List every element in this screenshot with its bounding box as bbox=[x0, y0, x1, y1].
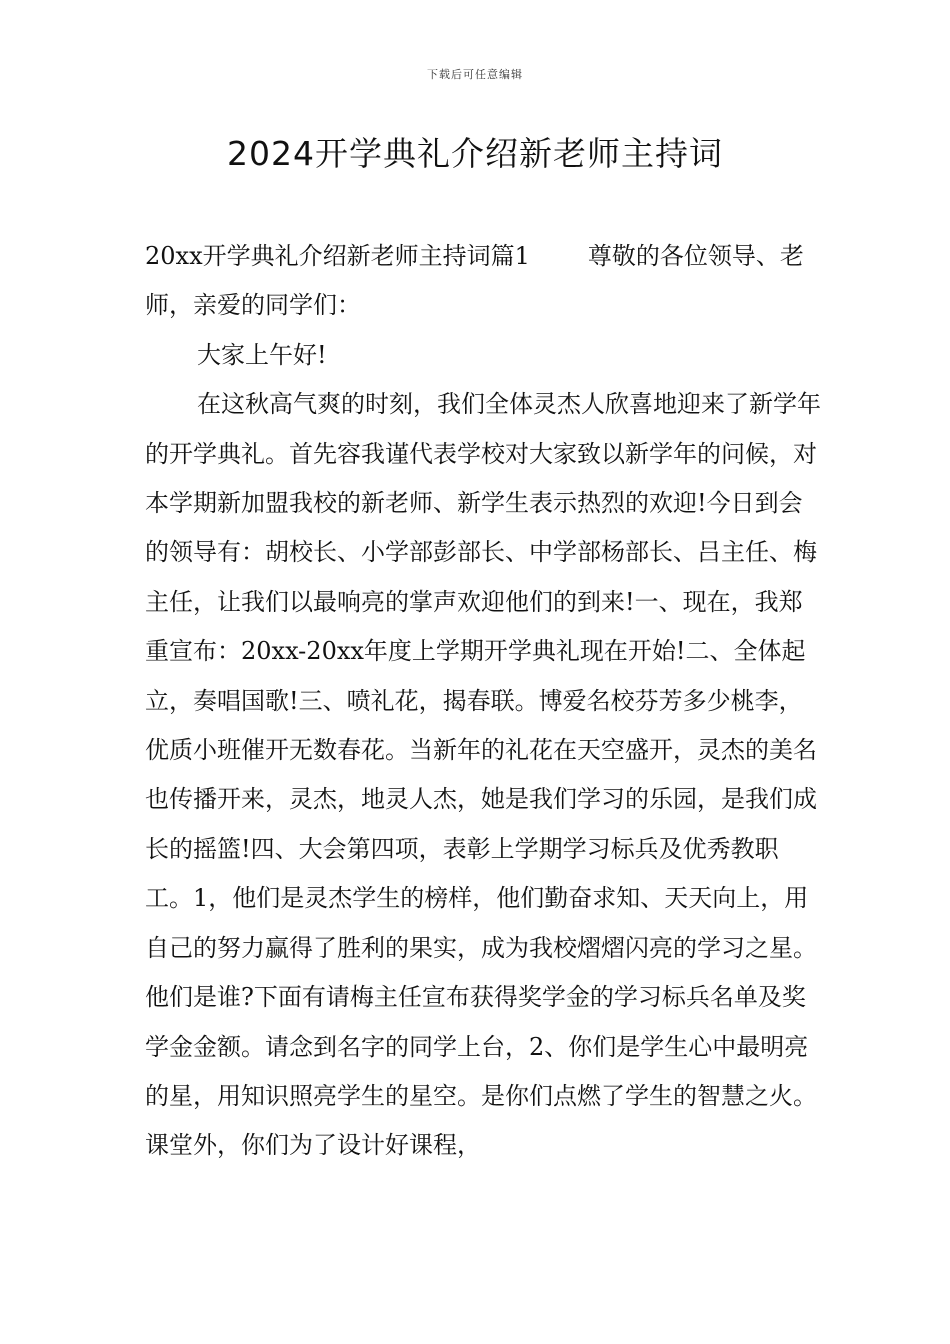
header-note: 下载后可任意编辑 bbox=[427, 68, 523, 81]
section-heading: 20xx开学典礼介绍新老师主持词篇1 bbox=[145, 242, 530, 270]
greeting-paragraph: 大家上午好! bbox=[197, 340, 327, 369]
intro-paragraph bbox=[145, 232, 825, 331]
document-body bbox=[145, 232, 825, 1171]
main-paragraph: 在这秋高气爽的时刻，我们全体灵杰人欣喜地迎来了新学年的开学典礼。首先容我谨代表学校对大家致以新学年的问候，对本学期新加盟我校的新老师、新学生表示热烈的欢迎!今日到会的领导有：胡校长、小学部彭部长、中学部杨部长、吕主任、梅主任，让我们以最响亮的掌声欢迎他们的到来!一、现在，我郑重宣布：20xx-20xx年度上学期开学典礼现在开始!二、全体起立，奏唱国歌!三、喷礼花，揭春联。博爱名校芬芳多少桃李，优质小班催开无数春花。当新年的礼花在天空盛开，灵杰的美名也传播开来，灵杰，地灵人杰，她是我们学习的乐园，是我们成长的摇篮!四、大会第四项，表彰上学期学习标兵及优秀教职工。1，他们是灵杰学生的榜样，他们勤奋求知、天天向上，用自己的努力赢得了胜利的果实，成为我校熠熠闪亮的学习之星。他们是谁?下面有请梅主任宣布获得奖学金的学习标兵名单及奖学金金额。请念到名字的同学上台，2、你们是学生心中最明亮的星，用知识照亮学生的星空。是你们点燃了学生的智慧之火。课堂外，你们为了设计好课程， bbox=[145, 390, 821, 1160]
document-title: 2024开学典礼介绍新老师主持词 bbox=[227, 134, 723, 173]
salutation: 尊敬的各位领导、老师，亲爱的同学们： bbox=[145, 242, 804, 320]
